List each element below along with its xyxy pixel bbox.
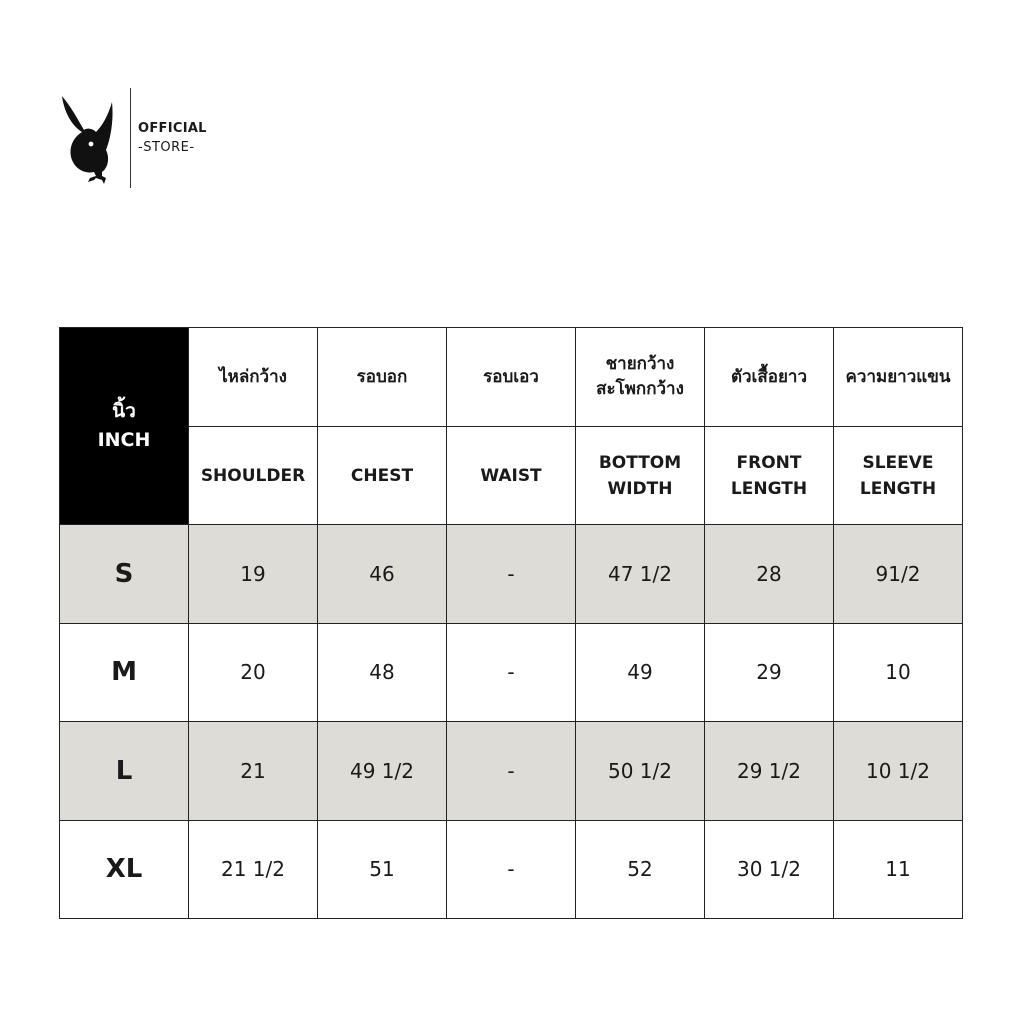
size-label-cell: S	[60, 525, 189, 624]
header-en-cell: FRONT LENGTH	[705, 427, 834, 525]
header-thai-cell: ไหล่กว้าง	[189, 328, 318, 427]
measurement-cell: -	[447, 820, 576, 919]
header-en-cell: BOTTOM WIDTH	[576, 427, 705, 525]
size-row	[60, 623, 963, 722]
unit-en: INCH	[97, 429, 151, 451]
measurement-cell: 52	[576, 820, 705, 919]
measurement-cell: 49 1/2	[318, 722, 447, 821]
header-row-en	[60, 427, 963, 525]
unit-header-cell	[60, 328, 189, 525]
brand-official: OFFICIAL	[138, 121, 207, 136]
brand-divider	[130, 88, 131, 188]
measurement-cell: 10 1/2	[834, 722, 963, 821]
size-chart-table	[59, 327, 963, 919]
header-en-cell: WAIST	[447, 427, 576, 525]
brand-store: -STORE-	[138, 140, 195, 155]
measurement-cell: -	[447, 623, 576, 722]
header-en-cell: SHOULDER	[189, 427, 318, 525]
header-thai-cell: ชายกว้าง สะโพกกว้าง	[576, 328, 705, 427]
measurement-cell: 47 1/2	[576, 525, 705, 624]
measurement-cell: 21	[189, 722, 318, 821]
size-label-cell: L	[60, 722, 189, 821]
measurement-cell: 51	[318, 820, 447, 919]
header-thai-cell: ตัวเสื้อยาว	[705, 328, 834, 427]
measurement-cell: -	[447, 722, 576, 821]
header-row-thai	[60, 328, 963, 427]
header-thai-cell: รอบเอว	[447, 328, 576, 427]
measurement-cell: 30 1/2	[705, 820, 834, 919]
measurement-cell: 10	[834, 623, 963, 722]
measurement-cell: 91/2	[834, 525, 963, 624]
header-en-cell: CHEST	[318, 427, 447, 525]
size-row	[60, 525, 963, 624]
measurement-cell: 46	[318, 525, 447, 624]
measurement-cell: 19	[189, 525, 318, 624]
brand-text	[138, 119, 207, 157]
measurement-cell: 29 1/2	[705, 722, 834, 821]
measurement-cell: 29	[705, 623, 834, 722]
measurement-cell: 50 1/2	[576, 722, 705, 821]
size-row	[60, 820, 963, 919]
measurement-cell: 21 1/2	[189, 820, 318, 919]
measurement-cell: 49	[576, 623, 705, 722]
header-thai-cell: ความยาวแขน	[834, 328, 963, 427]
measurement-cell: 20	[189, 623, 318, 722]
measurement-cell: 11	[834, 820, 963, 919]
measurement-cell: 28	[705, 525, 834, 624]
measurement-cell: 48	[318, 623, 447, 722]
header-thai-cell: รอบอก	[318, 328, 447, 427]
rabbit-head-icon	[58, 92, 120, 184]
size-label-cell: M	[60, 623, 189, 722]
measurement-cell: -	[447, 525, 576, 624]
size-label-cell: XL	[60, 820, 189, 919]
brand-header	[58, 88, 207, 188]
unit-thai: นิ้ว	[112, 400, 136, 422]
size-row	[60, 722, 963, 821]
header-en-cell: SLEEVE LENGTH	[834, 427, 963, 525]
